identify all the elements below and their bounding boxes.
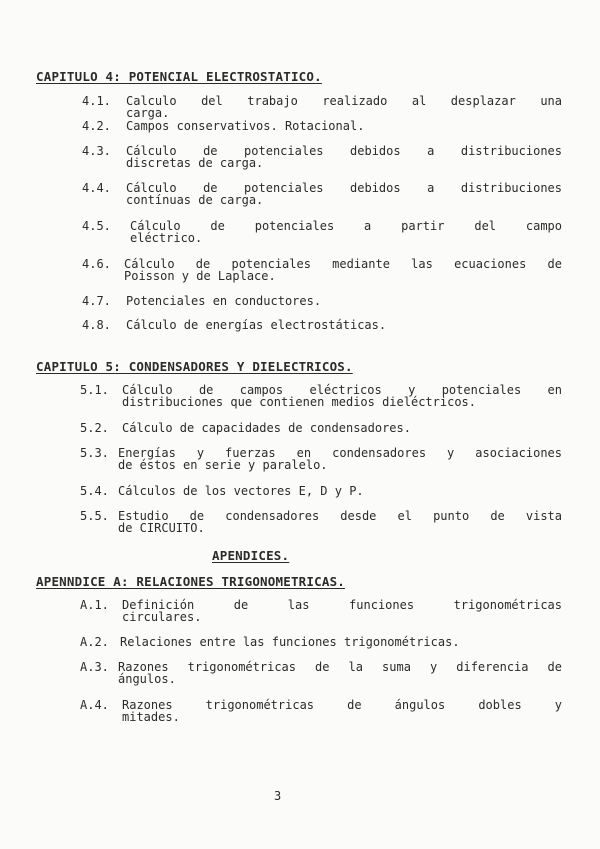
entry-text: Cálculo de potenciales debidos a distribuciones — [126, 181, 562, 195]
entry-text-cont: de éstos en serie y paralelo. — [118, 457, 328, 472]
entry-text: Calculo del trabajo realizado al desplazar una — [126, 94, 562, 108]
entry-text: Campos conservativos. Rotacional. — [126, 119, 365, 133]
entry-text-cont: discretas de carga. — [126, 155, 264, 170]
entry-text-cont: Poisson y de Laplace. — [124, 268, 276, 283]
entry-number: 5.1. — [80, 383, 109, 397]
page-number: 3 — [274, 789, 282, 803]
entry-number: A.3. — [80, 660, 109, 674]
entry-number: 4.2. — [82, 119, 111, 133]
entry-text-cont: eléctrico. — [130, 230, 203, 245]
entry-text: Estudio de condensadores desde el punto de vista — [118, 509, 562, 523]
entry-text: Cálculo de potenciales debidos a distribuciones — [126, 144, 562, 158]
appendices-heading: APENDICES. — [212, 548, 290, 563]
entry-number: 5.5. — [80, 509, 109, 523]
entry-text-cont: carga. — [126, 105, 170, 120]
entry-text-cont: circulares. — [122, 609, 202, 624]
entry-number: 4.7. — [82, 294, 111, 308]
entry-number: 4.4. — [82, 181, 111, 195]
entry-text-cont: contínuas de carga. — [126, 192, 264, 207]
entry-text: Cálculo de campos eléctricos y potenciales en — [122, 383, 562, 397]
entry-number: 5.3. — [80, 446, 109, 460]
appendix-a-heading: APENNDICE A: RELACIONES TRIGONOMETRICAS. — [36, 574, 346, 589]
entry-text: Relaciones entre las funciones trigonométricas. — [120, 635, 460, 649]
entry-text: Definición de las funciones trigonométricas — [122, 598, 562, 612]
entry-text-cont: de CIRCUITO. — [118, 520, 205, 535]
entry-number: 5.4. — [80, 484, 109, 498]
entry-number: 4.6. — [82, 257, 111, 271]
entry-text-cont: distribuciones que contienen medios dieléctricos. — [122, 394, 477, 409]
entry-number: 4.8. — [82, 318, 111, 332]
entry-number: 4.5. — [82, 219, 111, 233]
entry-text: Cálculo de energías electrostáticas. — [126, 318, 387, 332]
entry-text-cont: ángulos. — [118, 671, 176, 686]
entry-number: 4.1. — [82, 94, 111, 108]
entry-number: A.4. — [80, 698, 109, 712]
entry-text: Potenciales en conductores. — [126, 294, 322, 308]
entry-text: Cálculo de capacidades de condensadores. — [122, 421, 411, 435]
entry-text: Razones trigonométricas de ángulos dobles y — [122, 698, 562, 712]
entry-number: A.2. — [80, 635, 109, 649]
entry-number: 5.2. — [80, 421, 109, 435]
chapter-4-heading: CAPITULO 4: POTENCIAL ELECTROSTATICO. — [36, 69, 322, 84]
entry-text: Energías y fuerzas en condensadores y asociaciones — [118, 446, 562, 460]
entry-number: A.1. — [80, 598, 109, 612]
chapter-5-heading: CAPITULO 5: CONDENSADORES Y DIELECTRICOS. — [36, 359, 353, 374]
entry-text: Razones trigonométricas de la suma y diferencia de — [118, 660, 562, 674]
entry-text: Cálculo de potenciales a partir del campo — [130, 219, 562, 233]
entry-number: 4.3. — [82, 144, 111, 158]
entry-text: Cálculo de potenciales mediante las ecuaciones de — [124, 257, 562, 271]
entry-text: Cálculos de los vectores E, D y P. — [118, 484, 364, 498]
entry-text-cont: mitades. — [122, 709, 180, 724]
